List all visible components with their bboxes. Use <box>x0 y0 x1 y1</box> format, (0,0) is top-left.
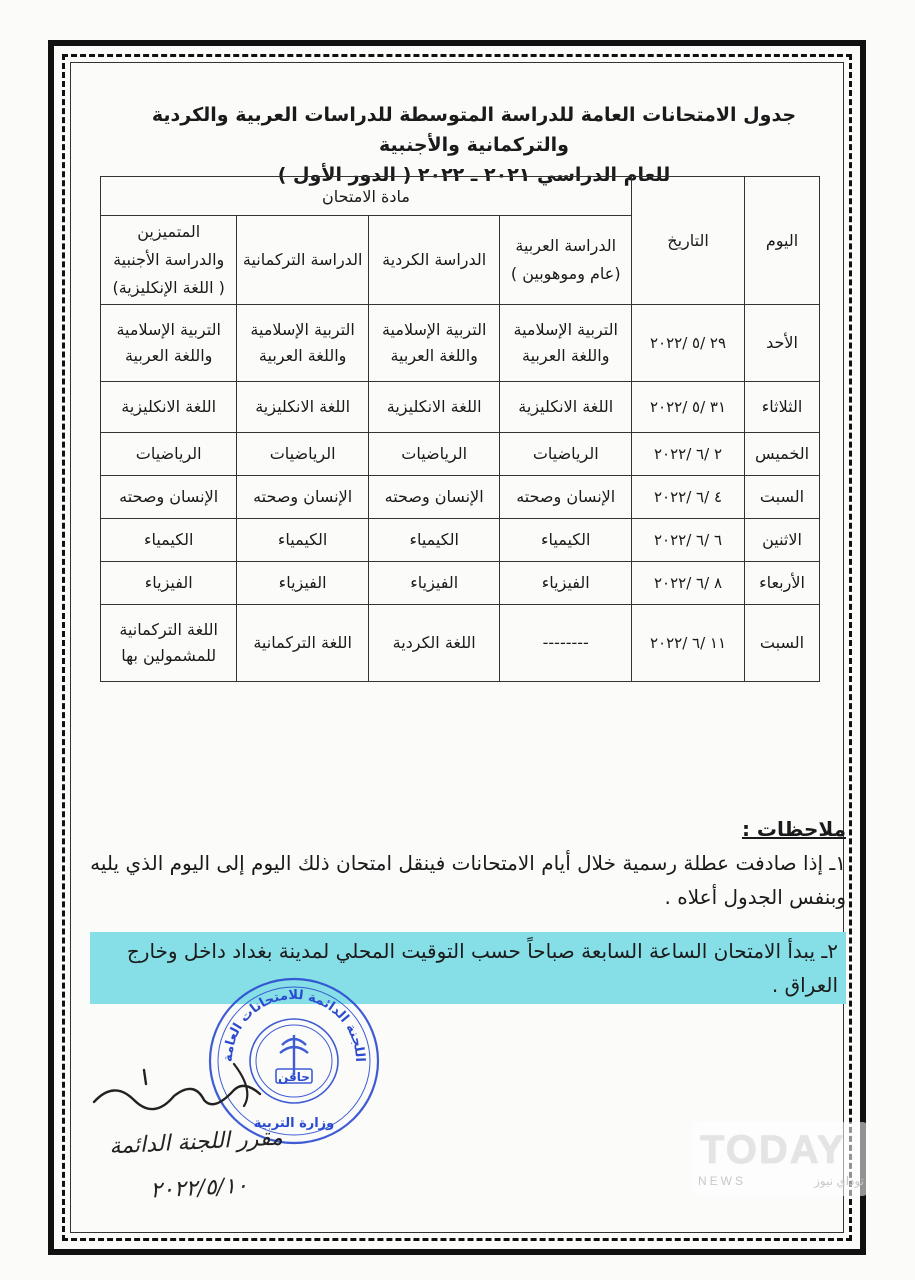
cell-date: ٢ /٦ /٢٠٢٢ <box>632 433 745 476</box>
cell-date: ٤ /٦ /٢٠٢٢ <box>632 476 745 519</box>
cell-turkmen: الإنسان وصحته <box>237 476 369 519</box>
table-row <box>101 476 820 519</box>
cell-turkmen: الفيزياء <box>237 562 369 605</box>
note-2-highlighted: ٢ـ يبدأ الامتحان الساعة السابعة صباحاً حسب التوقيت المحلي لمدينة بغداد داخل وخارج العراق . <box>90 932 846 1004</box>
cell-arabic: اللغة الانكليزية <box>500 382 632 433</box>
table-row <box>101 562 820 605</box>
header-arabic-line1: الدراسة العربية <box>515 236 617 255</box>
table-row <box>101 605 820 682</box>
cell-date: ٦ /٦ /٢٠٢٢ <box>632 519 745 562</box>
cell-foreign: الإنسان وصحته <box>101 476 237 519</box>
cell-turkmen: الرياضيات <box>237 433 369 476</box>
cell-arabic: الرياضيات <box>500 433 632 476</box>
cell-foreign: الرياضيات <box>101 433 237 476</box>
watermark-sub-ar: توداي نيوز <box>814 1174 864 1188</box>
cell-foreign: اللغة التركمانية للمشمولين بها <box>101 605 237 682</box>
table-header-row <box>101 177 820 216</box>
stamp-emblem-text: حاقن <box>278 1070 310 1084</box>
watermark-sub-en: NEWS <box>698 1174 746 1188</box>
cell-day: الأحد <box>745 305 820 382</box>
table-row <box>101 382 820 433</box>
news-watermark <box>692 1122 870 1196</box>
cell-foreign: التربية الإسلامية واللغة العربية <box>101 305 237 382</box>
cell-foreign: الفيزياء <box>101 562 237 605</box>
header-kurdish-line1: الدراسة الكردية <box>382 250 487 269</box>
cell-date: ٢٩ /٥ /٢٠٢٢ <box>632 305 745 382</box>
header-date: التاريخ <box>632 177 745 305</box>
cell-day: الخميس <box>745 433 820 476</box>
cell-arabic: الفيزياء <box>500 562 632 605</box>
note-1: ١ـ إذا صادفت عطلة رسمية خلال أيام الامتحانات فينقل امتحان ذلك اليوم إلى اليوم الذي يليه وبنفس الجدول أعلاه . <box>90 851 846 909</box>
header-kurdish-study <box>368 216 500 305</box>
cell-kurdish: اللغة الكردية <box>368 605 500 682</box>
header-arabic-line2: (عام وموهوبين ) <box>510 264 621 283</box>
cell-arabic: التربية الإسلامية واللغة العربية <box>500 305 632 382</box>
header-foreign-study <box>101 216 237 305</box>
notes-section <box>90 812 846 1004</box>
cell-kurdish: الفيزياء <box>368 562 500 605</box>
cell-day: الثلاثاء <box>745 382 820 433</box>
handwritten-date: ٢٠٢٢/٥/١٠ <box>149 1173 249 1204</box>
cell-turkmen: اللغة الانكليزية <box>237 382 369 433</box>
table-row <box>101 433 820 476</box>
cell-kurdish: اللغة الانكليزية <box>368 382 500 433</box>
cell-day: السبت <box>745 476 820 519</box>
cell-kurdish: الإنسان وصحته <box>368 476 500 519</box>
cell-day: السبت <box>745 605 820 682</box>
cell-foreign: اللغة الانكليزية <box>101 382 237 433</box>
stamp-bottom-text: وزارة التربية <box>253 1116 335 1131</box>
cell-arabic: -------- <box>500 605 632 682</box>
notes-title: ملاحظات : <box>741 817 846 841</box>
watermark-brand: TODAY <box>700 1128 846 1172</box>
cell-kurdish: الكيمياء <box>368 519 500 562</box>
stamp-ring-text: اللجنة الدائمة للامتحانات العامة <box>220 987 368 1063</box>
exam-schedule-table <box>100 176 820 682</box>
title-line-2: للعام الدراسي ٢٠٢١ ـ ٢٠٢٢ ( الدور الأول ) <box>277 164 671 186</box>
watermark-subtitle <box>698 1174 864 1188</box>
header-day: اليوم <box>745 177 820 305</box>
cell-kurdish: الرياضيات <box>368 433 500 476</box>
header-arabic-study <box>500 216 632 305</box>
cell-turkmen: التربية الإسلامية واللغة العربية <box>237 305 369 382</box>
header-foreign-line3: ( اللغة الإنكليزية) <box>112 278 225 297</box>
header-subject: مادة الامتحان <box>101 177 632 216</box>
cell-foreign: الكيمياء <box>101 519 237 562</box>
header-foreign-line2: والدراسة الأجنبية <box>113 250 225 269</box>
title-line-1: جدول الامتحانات العامة للدراسة المتوسطة للدراسات العربية والكردية والتركمانية والأجنبية <box>151 104 797 156</box>
cell-turkmen: الكيمياء <box>237 519 369 562</box>
cell-arabic: الكيمياء <box>500 519 632 562</box>
cell-turkmen: اللغة التركمانية <box>237 605 369 682</box>
cell-day: الاثنين <box>745 519 820 562</box>
cell-date: ١١ /٦ /٢٠٢٢ <box>632 605 745 682</box>
table-row <box>101 305 820 382</box>
cell-date: ٨ /٦ /٢٠٢٢ <box>632 562 745 605</box>
cell-kurdish: التربية الإسلامية واللغة العربية <box>368 305 500 382</box>
table-row <box>101 519 820 562</box>
cell-day: الأربعاء <box>745 562 820 605</box>
header-turkmen-line1: الدراسة التركمانية <box>242 250 363 269</box>
cell-arabic: الإنسان وصحته <box>500 476 632 519</box>
cell-date: ٣١ /٥ /٢٠٢٢ <box>632 382 745 433</box>
header-turkmen-study <box>237 216 369 305</box>
handwritten-committee-title: مقرر اللجنة الدائمة <box>108 1125 284 1160</box>
header-foreign-line1: المتميزين <box>137 222 201 241</box>
